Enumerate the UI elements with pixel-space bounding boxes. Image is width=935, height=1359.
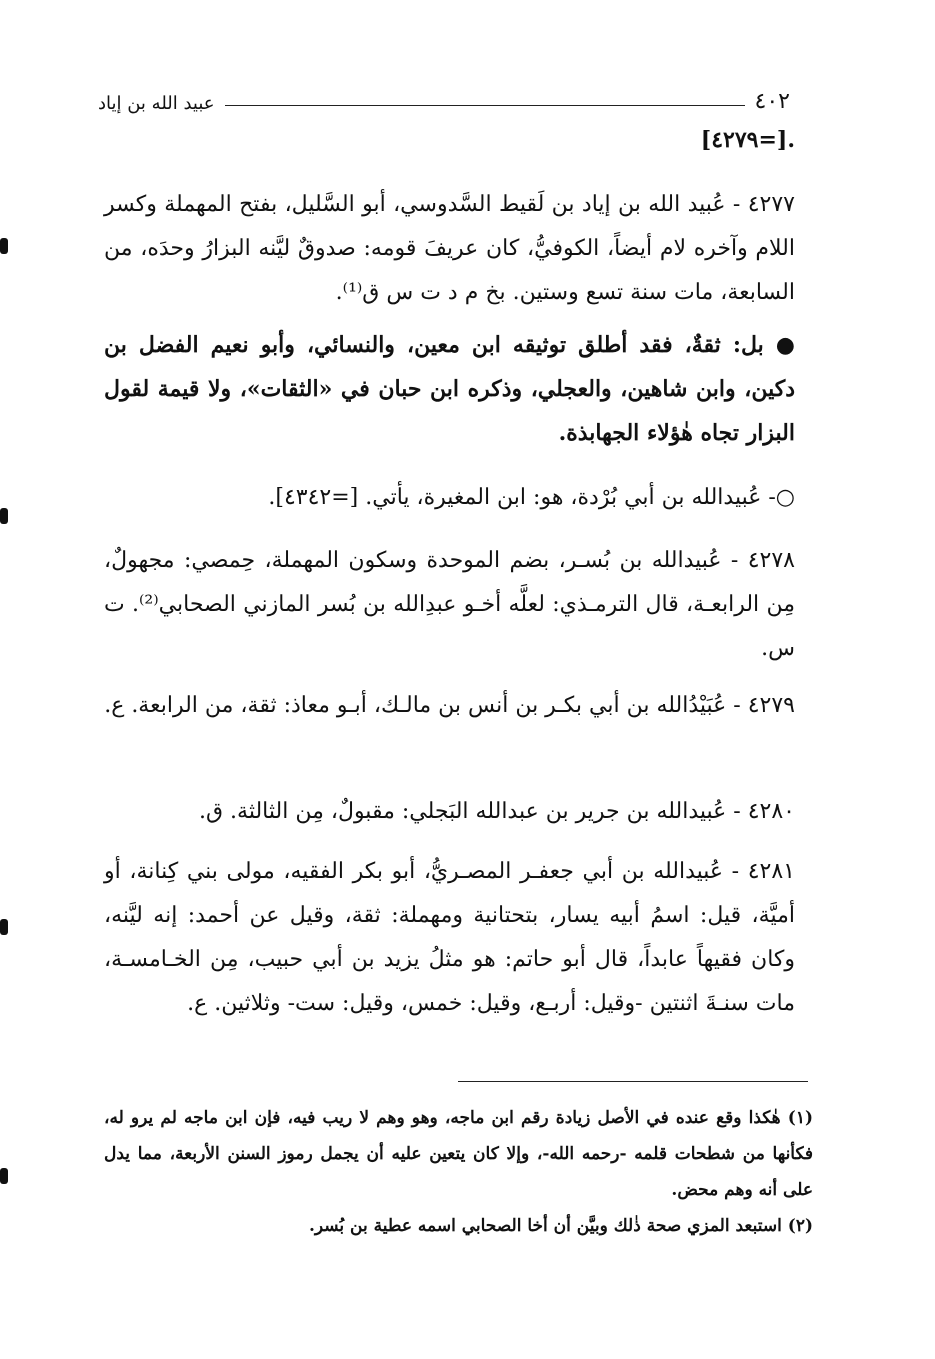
header-rule — [225, 105, 745, 106]
footnote-1: (١) هٰكذا وقع عنده في الأصل زيادة رقم ابن ماجه، وهو وهم لا ريب فيه، فإن ابن ماجه لم يرو له، فكأنها من شطحات قلمه -رحمه الله-، وإلا كان يتعين عليه أن يجمل رموز السنن الأربعة، مما يدل على أنه وهم محض. — [104, 1108, 813, 1200]
entry-4277-comment: ● بل: ثقةٌ، فقد أطلق توثيقه ابن معين، والنسائي، وأبو نعيم الفضل بن دكين، وابن شاهين، والعجلي، وذكره ابن حبان في «الثقات»، ولا قيمة لقول البزار تجاه هٰؤلاء الجهابذة. — [104, 332, 795, 446]
footnote-2: (٢) استبعد المزي صحة ذٰلك وبيَّن أن أخا الصحابي اسمه عطية بن بُسر. — [308, 1216, 813, 1236]
entry-4281: ٤٢٨١ - عُبيدالله بن أبي جعفـر المصـريُّ، أبو بكر الفقيه، مولى بني كِنانة، أو أميَّة، قيل: اسمُ أبيه يسار، بتحتانية ومهملة: ثقة، وقيل عن أحمد: إنه ليَّنه، وكان فقيهاً عابداً، قال أبو حاتم: هو مثلُ يزيد بن أبي حبيب، مِن الخـامسـة، مات سنـةَ اثنتين -وقيل: أربـع، وقيل: خمس، وقيل: ست- وثلاثين. ع. — [104, 859, 795, 1016]
scan-edge-mark — [0, 508, 8, 524]
running-title: عبيد الله بن إياد — [98, 93, 215, 114]
page-header — [98, 70, 790, 114]
scan-edge-mark — [0, 919, 8, 935]
entry-4280: ٤٢٨٠ - عُبيدالله بن جرير بن عبدالله البَجلي: مقبولٌ، مِن الثالثة. ق. — [199, 799, 795, 824]
entry-4277: ٤٢٧٧ - عُبيد الله بن إياد بن لَقيط السَّدوسي، أبو السَّليل، بفتح المهملة وكسر اللام وآخره لام أيضاً، الكوفيُّ، كان عريفَ قومه: صدوقٌ ليَّنه البزارُ وحدَه، من السابعة، مات سنة تسع وستين. بخ م د ت س ق⁽¹⁾. — [104, 192, 795, 305]
footnotes — [104, 1100, 813, 1244]
entry-4279: ٤٢٧٩ - عُبَيْدُالله بن أبي بكـر بن أنس بن مالـك، أبـو معاذ: ثقة، من الرابعة. ع. — [104, 693, 795, 718]
scan-edge-mark — [0, 238, 8, 254]
scan-edge-mark — [0, 1168, 8, 1184]
line-reference: .[=٤٢٧٩] — [700, 127, 795, 153]
entry-4278: ٤٢٧٨ - عُبيدالله بن بُسـر، بضم الموحدة وسكون المهملة، حِمصي: مجهولٌ، مِن الرابعـة، قال الترمـذي: لعلَّه أخـو عبدِالله بن بُسر المازني الصحابي⁽²⁾. ت س. — [104, 548, 795, 661]
cross-reference-burda: ○- عُبيدالله بن أبي بُرْدة، هو: ابن المغيرة، يأتي. [=٤٣٤٢]. — [268, 485, 795, 510]
page-number: ٤٠٢ — [754, 89, 790, 114]
footnote-rule — [458, 1081, 808, 1082]
